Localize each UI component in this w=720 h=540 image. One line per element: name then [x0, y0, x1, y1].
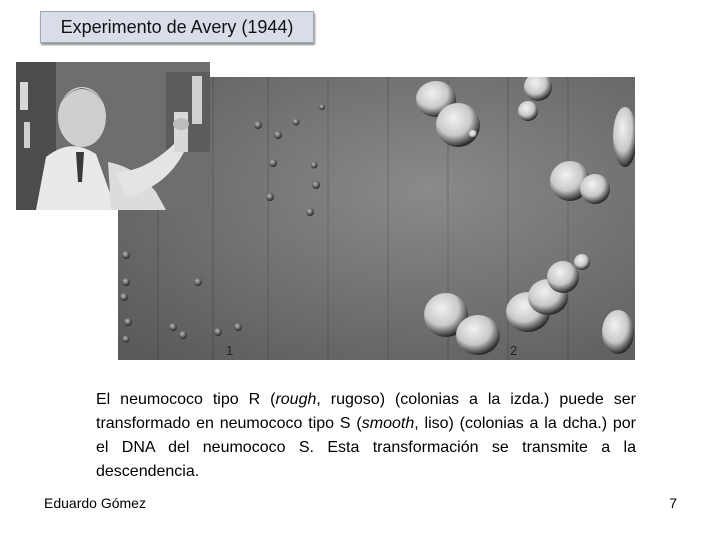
avery-portrait — [16, 62, 210, 210]
caption-part-3: , liso) (colonias a la dcha.) por el DNA del neumococo S. Esta transformación se transmite a la descendencia. — [96, 415, 636, 480]
caption-rough-term: rough — [275, 391, 317, 408]
plate-label-right: 2 — [510, 343, 518, 358]
caption-part-2: , rugoso) (colonias a la izda.) puede ser transformado en neumococo tipo S ( — [96, 391, 636, 432]
slide-title-box — [40, 11, 314, 43]
page-number: 7 — [669, 495, 677, 511]
slide-title: Experimento de Avery (1944) — [60, 16, 294, 37]
caption-part-1: El neumococo tipo R ( — [96, 391, 276, 408]
footer-author: Eduardo Gómez — [44, 495, 146, 511]
caption-text — [96, 388, 636, 484]
plate-label-left: 1 — [226, 343, 234, 358]
caption-smooth-term: smooth — [361, 415, 415, 432]
